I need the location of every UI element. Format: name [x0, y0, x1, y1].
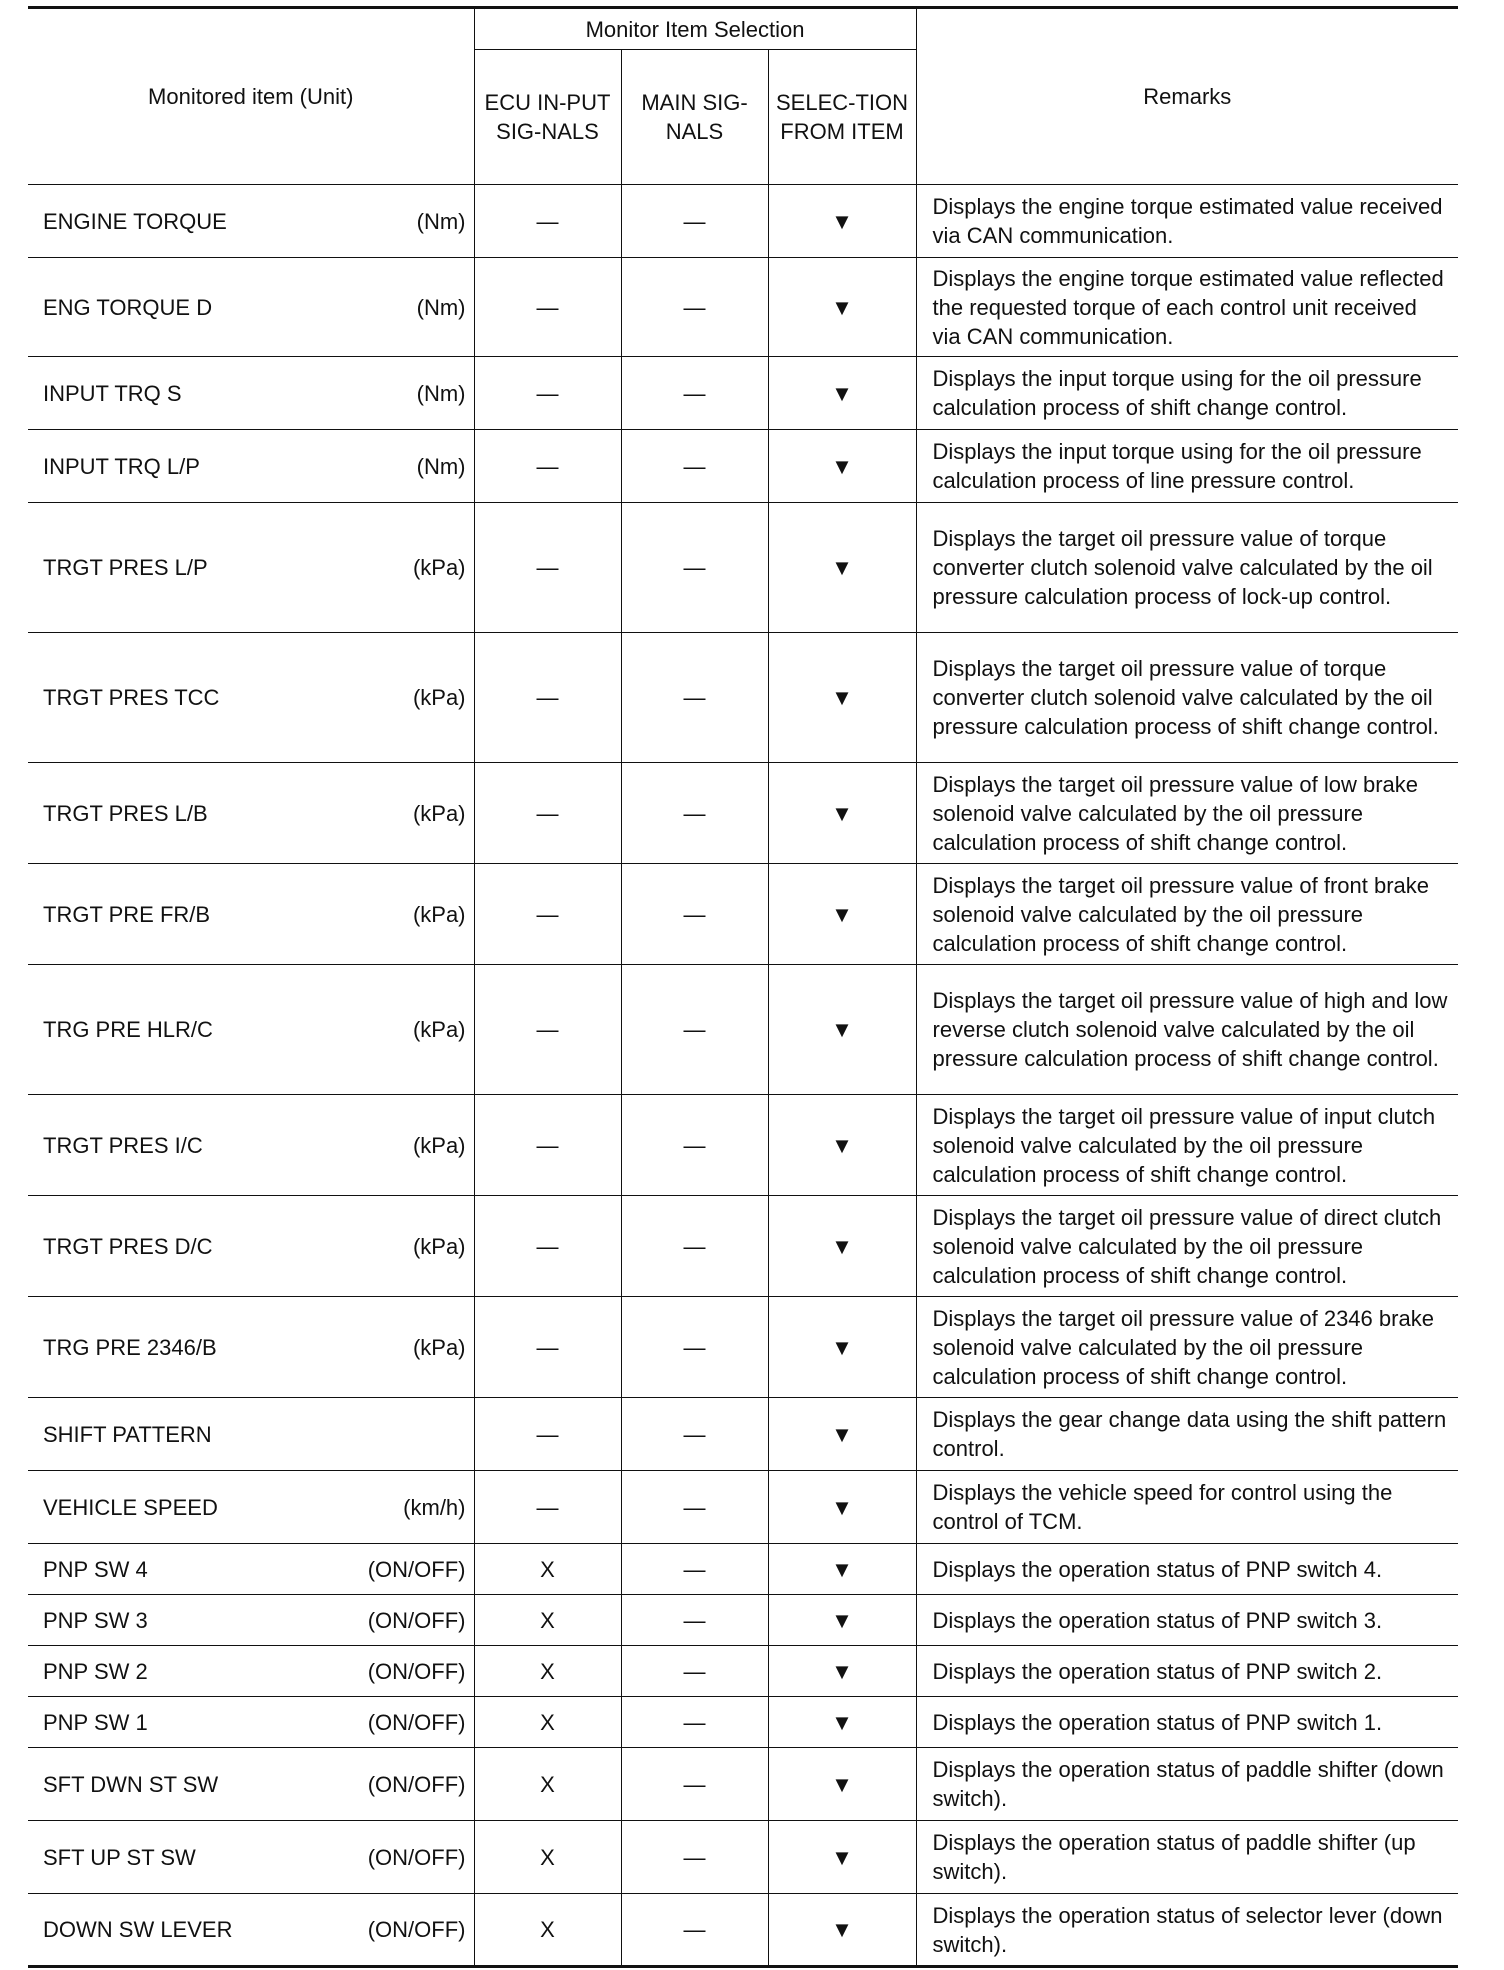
ecu-input-signal-mark: X: [474, 1646, 621, 1697]
ecu-input-signal-mark: —: [474, 864, 621, 965]
table-row: [28, 1894, 1458, 1967]
main-signal-mark: —: [621, 503, 768, 633]
item-name: TRGT PRES D/C: [43, 1233, 213, 1259]
main-signal-mark: —: [621, 1821, 768, 1894]
header-monitor-item-selection: Monitor Item Selection: [474, 8, 916, 50]
remarks-cell: Displays the engine torque estimated value received via CAN communication.: [916, 185, 1458, 258]
table-row: [28, 864, 1458, 965]
monitored-item-cell: [28, 1697, 474, 1748]
item-name: TRG PRE 2346/B: [43, 1334, 217, 1360]
monitored-item-cell: [28, 864, 474, 965]
item-name: VEHICLE SPEED: [43, 1494, 218, 1520]
item-unit: (Nm): [416, 294, 466, 320]
item-unit: (kPa): [412, 901, 466, 927]
ecu-input-signal-mark: X: [474, 1748, 621, 1821]
item-name: TRGT PRES L/B: [43, 800, 208, 826]
remarks-cell: Displays the operation status of PNP switch 4.: [916, 1544, 1458, 1595]
item-name: PNP SW 3: [43, 1607, 148, 1633]
header-ecu-input-signals: ECU IN-PUT SIG-NALS: [474, 50, 621, 185]
item-name: SFT UP ST SW: [43, 1844, 196, 1870]
ecu-input-signal-mark: —: [474, 503, 621, 633]
remarks-cell: Displays the target oil pressure value of low brake solenoid valve calculated by the oil pressure calculation process of shift change control.: [916, 763, 1458, 864]
monitored-item-cell: [28, 1196, 474, 1297]
remarks-cell: Displays the operation status of PNP switch 2.: [916, 1646, 1458, 1697]
selection-from-item-icon: ▼: [768, 503, 916, 633]
monitored-item-cell: [28, 1297, 474, 1398]
main-signal-mark: —: [621, 763, 768, 864]
ecu-input-signal-mark: —: [474, 1471, 621, 1544]
monitored-item-cell: [28, 1894, 474, 1967]
item-unit: (ON/OFF): [367, 1917, 466, 1942]
item-unit: (ON/OFF): [367, 1844, 466, 1870]
remarks-cell: Displays the target oil pressure value of direct clutch solenoid valve calculated by the oil pressure calculation process of shift change control.: [916, 1196, 1458, 1297]
item-unit: (ON/OFF): [367, 1709, 466, 1735]
remarks-cell: Displays the input torque using for the oil pressure calculation process of shift change control.: [916, 357, 1458, 430]
table-row: [28, 185, 1458, 258]
table-row: [28, 1697, 1458, 1748]
main-signal-mark: —: [621, 864, 768, 965]
remarks-cell: Displays the operation status of PNP switch 3.: [916, 1595, 1458, 1646]
selection-from-item-icon: ▼: [768, 1697, 916, 1748]
remarks-cell: Displays the target oil pressure value of input clutch solenoid valve calculated by the oil pressure calculation process of shift change control.: [916, 1095, 1458, 1196]
ecu-input-signal-mark: —: [474, 965, 621, 1095]
main-signal-mark: —: [621, 357, 768, 430]
table-row: [28, 1646, 1458, 1697]
main-signal-mark: —: [621, 1894, 768, 1967]
remarks-cell: Displays the target oil pressure value of torque converter clutch solenoid valve calculated by the oil pressure calculation process of lock-up control.: [916, 503, 1458, 633]
item-unit: (ON/OFF): [367, 1556, 466, 1582]
selection-from-item-icon: ▼: [768, 1595, 916, 1646]
table-row: [28, 1821, 1458, 1894]
main-signal-mark: —: [621, 633, 768, 763]
monitored-item-cell: [28, 965, 474, 1095]
main-signal-mark: —: [621, 965, 768, 1095]
selection-from-item-icon: ▼: [768, 357, 916, 430]
ecu-input-signal-mark: X: [474, 1544, 621, 1595]
table-row: [28, 1595, 1458, 1646]
remarks-cell: Displays the vehicle speed for control using the control of TCM.: [916, 1471, 1458, 1544]
remarks-cell: Displays the operation status of paddle shifter (up switch).: [916, 1821, 1458, 1894]
monitored-item-cell: [28, 1646, 474, 1697]
main-signal-mark: —: [621, 185, 768, 258]
item-unit: (ON/OFF): [367, 1771, 466, 1797]
selection-from-item-icon: ▼: [768, 1471, 916, 1544]
main-signal-mark: —: [621, 1697, 768, 1748]
selection-from-item-icon: ▼: [768, 185, 916, 258]
remarks-cell: Displays the operation status of paddle shifter (down switch).: [916, 1748, 1458, 1821]
selection-from-item-icon: ▼: [768, 1748, 916, 1821]
monitored-item-cell: [28, 503, 474, 633]
item-unit: (kPa): [412, 1017, 466, 1042]
selection-from-item-icon: ▼: [768, 1821, 916, 1894]
ecu-input-signal-mark: —: [474, 357, 621, 430]
main-signal-mark: —: [621, 1297, 768, 1398]
ecu-input-signal-mark: X: [474, 1821, 621, 1894]
ecu-input-signal-mark: X: [474, 1595, 621, 1646]
table-body: [28, 185, 1458, 1967]
item-name: TRGT PRE FR/B: [43, 901, 211, 927]
table-row: [28, 357, 1458, 430]
monitored-item-cell: [28, 1095, 474, 1196]
item-name: INPUT TRQ S: [43, 380, 182, 406]
monitored-item-cell: [28, 1595, 474, 1646]
item-name: TRGT PRES L/P: [43, 555, 208, 580]
remarks-cell: Displays the engine torque estimated value reflected the requested torque of each control unit received via CAN communication.: [916, 258, 1458, 357]
header-main-signals: MAIN SIG-NALS: [621, 50, 768, 185]
ecu-input-signal-mark: —: [474, 185, 621, 258]
selection-from-item-icon: ▼: [768, 1297, 916, 1398]
remarks-cell: Displays the input torque using for the oil pressure calculation process of line pressure control.: [916, 430, 1458, 503]
item-name: PNP SW 2: [43, 1658, 148, 1684]
remarks-cell: Displays the operation status of selector lever (down switch).: [916, 1894, 1458, 1967]
item-unit: (kPa): [412, 685, 466, 710]
main-signal-mark: —: [621, 1471, 768, 1544]
table-row: [28, 633, 1458, 763]
table-row: [28, 1095, 1458, 1196]
selection-from-item-icon: ▼: [768, 258, 916, 357]
selection-from-item-icon: ▼: [768, 1544, 916, 1595]
monitored-item-cell: [28, 1544, 474, 1595]
table-row: [28, 258, 1458, 357]
ecu-input-signal-mark: —: [474, 258, 621, 357]
main-signal-mark: —: [621, 1398, 768, 1471]
main-signal-mark: —: [621, 1748, 768, 1821]
remarks-cell: Displays the target oil pressure value of front brake solenoid valve calculated by the oil pressure calculation process of shift change control.: [916, 864, 1458, 965]
remarks-cell: Displays the target oil pressure value of torque converter clutch solenoid valve calculated by the oil pressure calculation process of shift change control.: [916, 633, 1458, 763]
item-name: ENGINE TORQUE: [43, 208, 227, 234]
main-signal-mark: —: [621, 430, 768, 503]
item-unit: (ON/OFF): [367, 1607, 466, 1633]
ecu-input-signal-mark: —: [474, 430, 621, 503]
ecu-input-signal-mark: —: [474, 1297, 621, 1398]
remarks-cell: Displays the target oil pressure value of 2346 brake solenoid valve calculated by the oil pressure calculation process of shift change control.: [916, 1297, 1458, 1398]
monitored-item-cell: [28, 1398, 474, 1471]
item-name: TRGT PRES I/C: [43, 1132, 203, 1158]
ecu-input-signal-mark: —: [474, 1196, 621, 1297]
monitored-item-cell: [28, 1748, 474, 1821]
main-signal-mark: —: [621, 1544, 768, 1595]
item-name: TRG PRE HLR/C: [43, 1017, 213, 1042]
item-name: DOWN SW LEVER: [43, 1917, 233, 1942]
header-monitored-item: Monitored item (Unit): [28, 8, 474, 185]
selection-from-item-icon: ▼: [768, 1095, 916, 1196]
table-row: [28, 1471, 1458, 1544]
ecu-input-signal-mark: —: [474, 1095, 621, 1196]
table-row: [28, 1297, 1458, 1398]
item-unit: (Nm): [416, 208, 466, 234]
table-row: [28, 965, 1458, 1095]
table-row: [28, 503, 1458, 633]
table-row: [28, 1748, 1458, 1821]
item-unit: (km/h): [403, 1494, 466, 1520]
monitor-item-table: [28, 6, 1458, 1968]
selection-from-item-icon: ▼: [768, 1398, 916, 1471]
item-unit: (kPa): [412, 555, 466, 580]
item-name: PNP SW 4: [43, 1556, 148, 1582]
monitored-item-cell: [28, 1471, 474, 1544]
monitored-item-cell: [28, 185, 474, 258]
main-signal-mark: —: [621, 1095, 768, 1196]
item-unit: (kPa): [412, 1334, 466, 1360]
selection-from-item-icon: ▼: [768, 965, 916, 1095]
selection-from-item-icon: ▼: [768, 1894, 916, 1967]
item-name: SHIFT PATTERN: [43, 1421, 212, 1447]
item-name: INPUT TRQ L/P: [43, 453, 200, 479]
item-name: SFT DWN ST SW: [43, 1771, 219, 1797]
main-signal-mark: —: [621, 258, 768, 357]
ecu-input-signal-mark: —: [474, 633, 621, 763]
selection-from-item-icon: ▼: [768, 633, 916, 763]
main-signal-mark: —: [621, 1595, 768, 1646]
selection-from-item-icon: ▼: [768, 864, 916, 965]
item-name: PNP SW 1: [43, 1709, 148, 1735]
remarks-cell: Displays the operation status of PNP switch 1.: [916, 1697, 1458, 1748]
monitored-item-cell: [28, 258, 474, 357]
item-name: TRGT PRES TCC: [43, 685, 220, 710]
ecu-input-signal-mark: —: [474, 1398, 621, 1471]
table-row: [28, 1398, 1458, 1471]
selection-from-item-icon: ▼: [768, 430, 916, 503]
main-signal-mark: —: [621, 1196, 768, 1297]
monitored-item-cell: [28, 430, 474, 503]
ecu-input-signal-mark: X: [474, 1697, 621, 1748]
monitored-item-cell: [28, 763, 474, 864]
selection-from-item-icon: ▼: [768, 763, 916, 864]
item-unit: (Nm): [416, 380, 466, 406]
item-unit: (Nm): [416, 453, 466, 479]
item-unit: (kPa): [412, 1132, 466, 1158]
ecu-input-signal-mark: X: [474, 1894, 621, 1967]
selection-from-item-icon: ▼: [768, 1646, 916, 1697]
remarks-cell: Displays the gear change data using the shift pattern control.: [916, 1398, 1458, 1471]
item-unit: (kPa): [412, 800, 466, 826]
table-row: [28, 1196, 1458, 1297]
monitored-item-cell: [28, 1821, 474, 1894]
monitored-item-cell: [28, 633, 474, 763]
item-name: ENG TORQUE D: [43, 294, 213, 320]
table-row: [28, 1544, 1458, 1595]
item-unit: (kPa): [412, 1233, 466, 1259]
ecu-input-signal-mark: —: [474, 763, 621, 864]
item-unit: (ON/OFF): [367, 1658, 466, 1684]
selection-from-item-icon: ▼: [768, 1196, 916, 1297]
remarks-cell: Displays the target oil pressure value of high and low reverse clutch solenoid valve calculated by the oil pressure calculation process of shift change control.: [916, 965, 1458, 1095]
monitored-item-cell: [28, 357, 474, 430]
table-row: [28, 763, 1458, 864]
main-signal-mark: —: [621, 1646, 768, 1697]
table-row: [28, 430, 1458, 503]
header-selection-from-item: SELEC-TION FROM ITEM: [768, 50, 916, 185]
header-remarks: Remarks: [916, 8, 1458, 185]
